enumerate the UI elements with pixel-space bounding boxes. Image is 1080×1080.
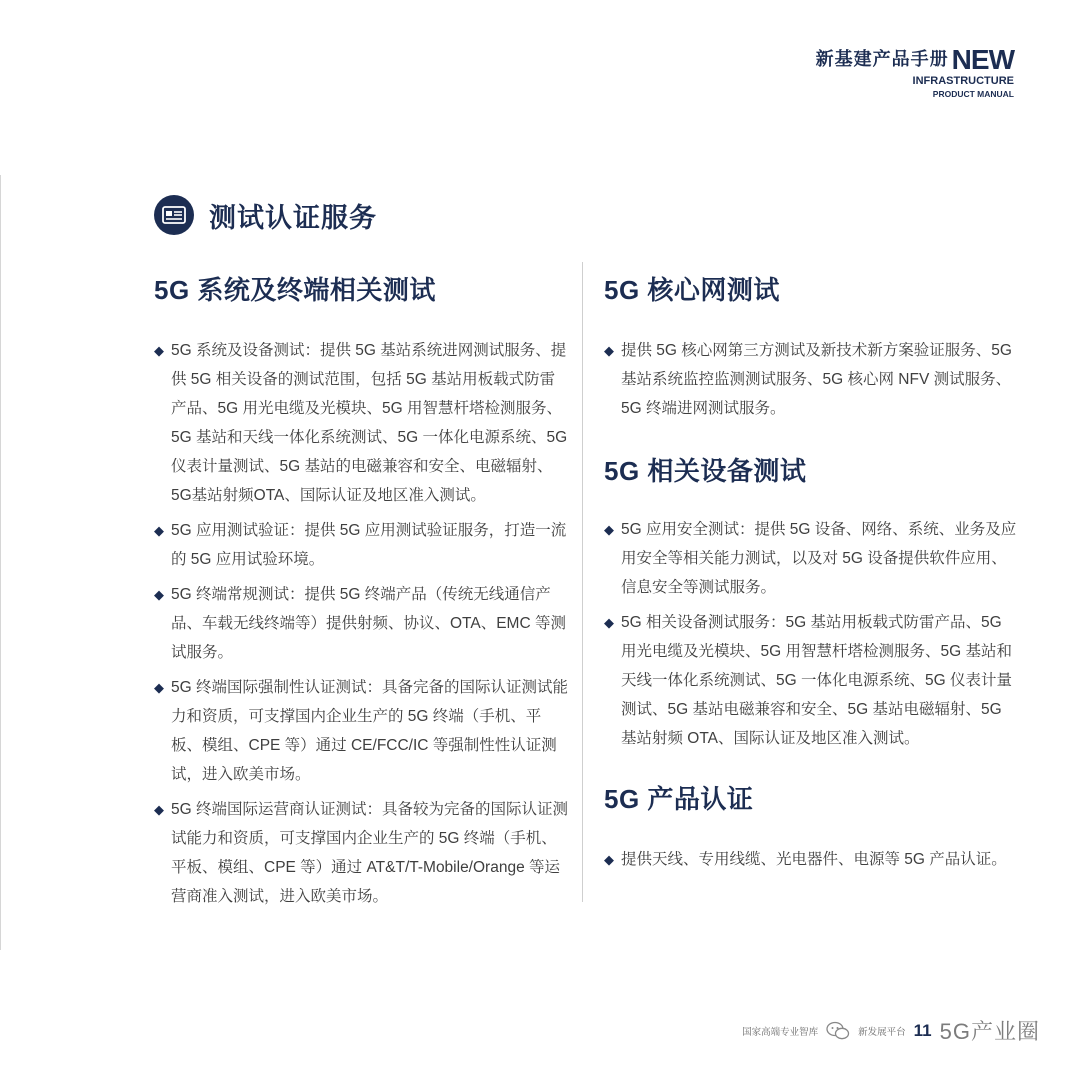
certificate-icon — [154, 195, 194, 235]
footer — [742, 1015, 1040, 1046]
list-item — [604, 515, 1020, 602]
product-cert-heading: 5G 产品认证 — [604, 784, 754, 814]
list-item-text: 5G 应用安全测试：提供 5G 设备、网络、系统、业务及应用安全等相关能力测试，以及对 5G 设备提供软件应用、信息安全等测试服务。 — [621, 521, 1017, 596]
list-item — [604, 336, 1020, 423]
list-item-text: 5G 相关设备测试服务：5G 基站用板载式防雷产品、5G 用光电缆及光模块、5G 用智慧杆塔检测服务、5G 基站和天线一体化系统测试、5G 一体化电源系统、5G 仪表计量测试、5G 基站电磁兼容和安全、5G 基站电磁辐射、5G 基站射频 OTA、国际认证及地区准入测试。 — [621, 614, 1012, 747]
brand-cn-title: 新基建产品手册 — [815, 49, 949, 69]
list-item — [154, 580, 568, 667]
list-item — [154, 336, 568, 510]
footer-right-text: 新发展平台 — [858, 1026, 906, 1038]
diamond-bullet-icon: ◆ — [154, 680, 164, 695]
list-item-text: 5G 终端国际运营商认证测试：具备较为完备的国际认证测试能力和资质，可支撑国内企业生产的 5G 终端（手机、平板、模组、CPE 等）通过 AT&T/T-Mobile/Orange 等运营商准入测试，进入欧美市场。 — [171, 801, 568, 905]
diamond-bullet-icon: ◆ — [604, 343, 614, 358]
list-item — [154, 673, 568, 789]
list-item — [154, 795, 568, 911]
brand-en-line2: PRODUCT MANUAL — [932, 89, 1014, 99]
left-edge-line — [0, 175, 1, 950]
section-title: 测试认证服务 — [209, 202, 377, 233]
brand-title-row — [816, 45, 1014, 73]
right-column — [604, 270, 1020, 880]
footer-left-text: 国家高端专业智库 — [742, 1026, 819, 1038]
brand-en-line1: INFRASTRUCTURE — [912, 75, 1014, 87]
watermark-text: 5G产业圈 — [939, 1019, 1040, 1044]
core-network-list — [604, 336, 1020, 423]
list-item-text: 5G 应用测试验证：提供 5G 应用测试验证服务，打造一流的 5G 应用试验环境。 — [171, 522, 567, 568]
list-item-text: 提供 5G 核心网第三方测试及新技术新方案验证服务、5G 基站系统监控监测测试服务、5G 核心网 NFV 测试服务、5G 终端进网测试服务。 — [621, 342, 1012, 417]
section-header — [154, 195, 377, 235]
list-item — [604, 608, 1020, 753]
diamond-bullet-icon: ◆ — [154, 802, 164, 817]
list-item — [154, 516, 568, 574]
list-item-text: 5G 终端国际强制性认证测试：具备完备的国际认证测试能力和资质，可支撑国内企业生产的 5G 终端（手机、平板、模组、CPE 等）通过 CE/FCC/IC 等强制性性认证测试，进入欧美市场。 — [171, 679, 568, 783]
core-network-heading: 5G 核心网测试 — [604, 275, 780, 305]
left-heading: 5G 系统及终端相关测试 — [154, 275, 436, 305]
list-item-text: 5G 终端常规测试：提供 5G 终端产品（传统无线通信产品、车载无线终端等）提供射频、协议、OTA、EMC 等测试服务。 — [171, 586, 566, 661]
wechat-icon — [826, 1021, 850, 1041]
device-test-list — [604, 515, 1020, 753]
left-column — [154, 270, 568, 917]
diamond-bullet-icon: ◆ — [154, 343, 164, 358]
page-number: 11 — [913, 1020, 932, 1040]
left-list — [154, 336, 568, 911]
diamond-bullet-icon: ◆ — [604, 615, 614, 630]
column-divider — [582, 262, 583, 902]
list-item-text: 提供天线、专用线缆、光电器件、电源等 5G 产品认证。 — [621, 851, 1007, 868]
brand-new-label: NEW — [951, 44, 1014, 75]
product-cert-list — [604, 845, 1020, 874]
device-test-heading: 5G 相关设备测试 — [604, 456, 807, 486]
diamond-bullet-icon: ◆ — [604, 522, 614, 537]
diamond-bullet-icon: ◆ — [154, 523, 164, 538]
diamond-bullet-icon: ◆ — [604, 852, 614, 867]
list-item — [604, 845, 1020, 874]
list-item-text: 5G 系统及设备测试：提供 5G 基站系统进网测试服务、提供 5G 相关设备的测试范围，包括 5G 基站用板载式防雷产品、5G 用光电缆及光模块、5G 用智慧杆塔检测服务、5G 基站和天线一体化系统测试、5G 一体化电源系统、5G 仪表计量测试、5G 基站的电磁兼容和安全、电磁辐射、5G基站射频OTA、国际认证及地区准入测试。 — [171, 342, 568, 504]
diamond-bullet-icon: ◆ — [154, 587, 164, 602]
brand-header — [816, 45, 1014, 99]
